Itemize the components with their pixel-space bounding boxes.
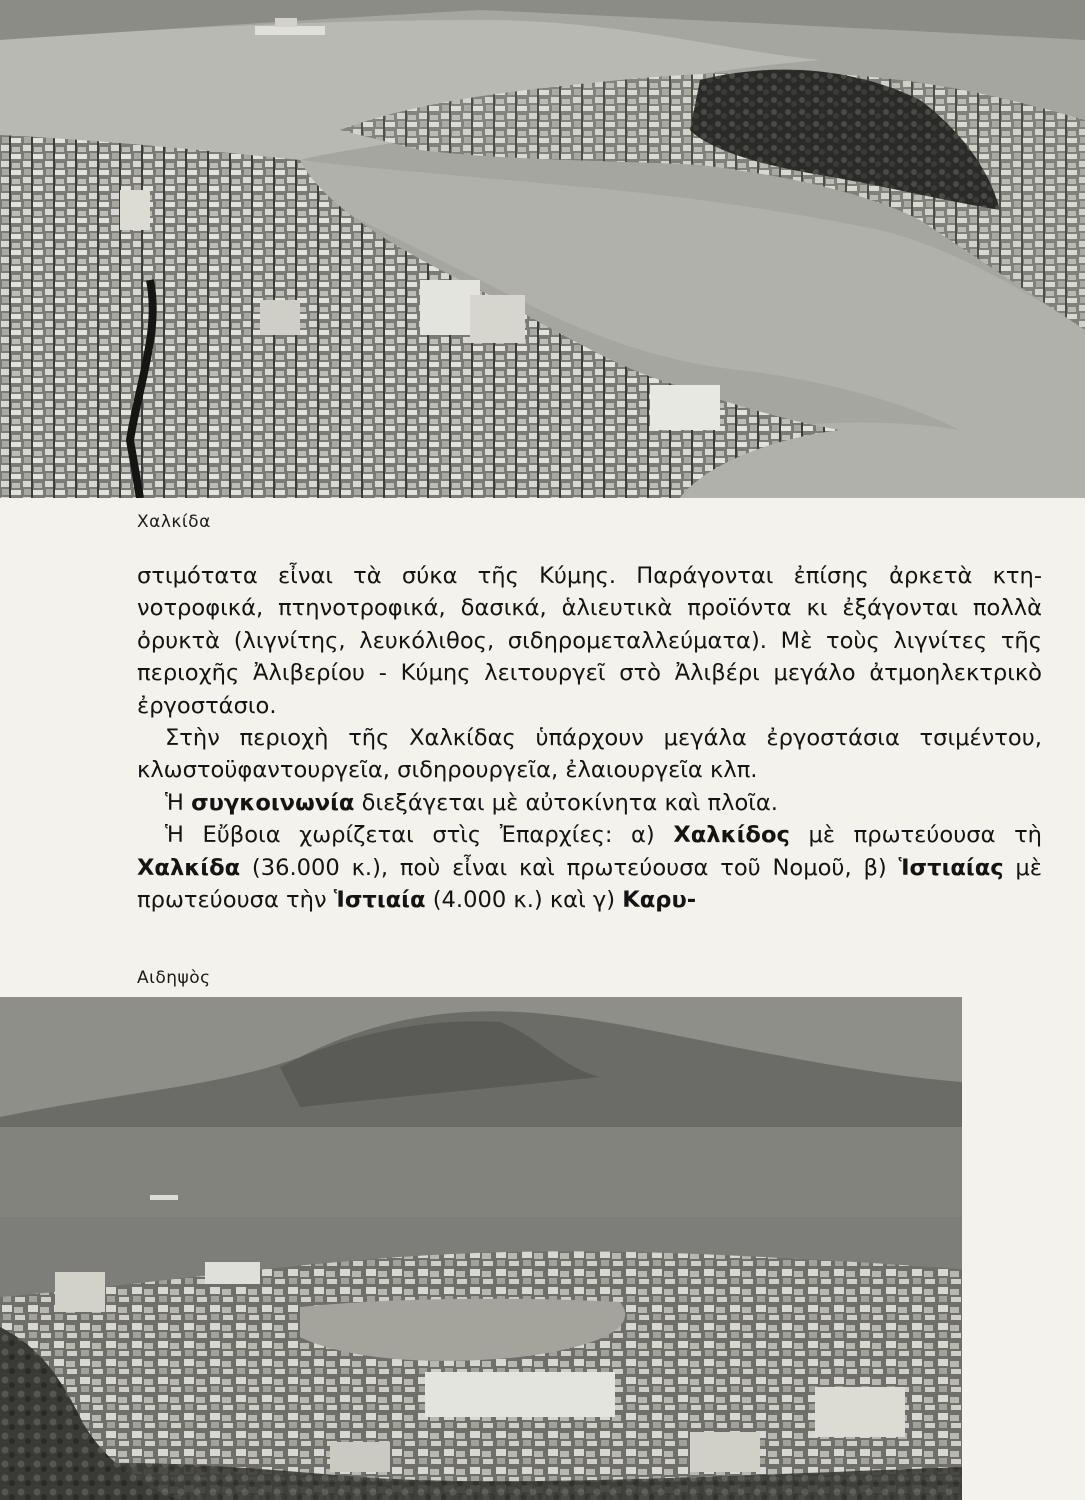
text-run: Ἡ Εὔβοια χωρίζεται στὶς Ἐπαρχίες: α): [165, 822, 674, 849]
bold-term: Καρυ-: [622, 887, 697, 914]
text-run: μὲ πρωτεύουσα τὴν: [137, 854, 1042, 914]
photo-caption-bottom: Αιδηψὸς: [137, 968, 211, 988]
paragraph: [137, 787, 1042, 819]
text-run: (36.000 κ.), ποὺ εἶναι καὶ πρωτεύουσα τοῦ Νομοῦ, β): [240, 854, 899, 881]
text-run: διεξάγεται μὲ αὐτοκίνητα καὶ πλοῖα.: [354, 789, 778, 816]
aerial-photo-bottom: [0, 997, 962, 1500]
paragraph: [137, 560, 1042, 722]
photo-caption-top: Χαλκίδα: [137, 512, 211, 532]
text-run: (4.000 κ.) καὶ γ): [425, 887, 623, 914]
aerial-photo-top: [0, 0, 1085, 498]
paragraph: [137, 819, 1042, 916]
body-text: [137, 560, 1042, 916]
bold-term: Ἱστιαίας: [898, 854, 1004, 881]
paragraph: [137, 722, 1042, 787]
bold-term: Ἱστιαία: [333, 887, 426, 914]
bold-term: συγκοινωνία: [191, 789, 355, 816]
text-run: στιμότατα εἶναι τὰ σύκα τῆς Κύμης. Παράγονται ἐπίσης ἀρκετὰ κτηνοτροφικά, πτηνοτροφικά, δασικά, ἁλιευτικὰ προϊόντα κι ἐξάγονται πολλὰ ὀρυκτὰ (λιγνίτης, λευκόλιθος, σιδηρομεταλλεύματα). Μὲ τοὺς λιγνίτες τῆς περιοχῆς Ἀλιβερίου - Κύμης λειτουργεῖ στὸ Ἀλιβέρι μεγάλο ἀτμοηλεκτρικὸ ἐργοστάσιο.: [137, 563, 1042, 719]
text-run: Ἡ: [165, 789, 192, 816]
text-run: Στὴν περιοχὴ τῆς Χαλκίδας ὑπάρχουν μεγάλα ἐργοστάσια τσιμέντου, κλωστοϋφαντουργεῖα, σιδηρουργεῖα, ἐλαιουργεῖα κλπ.: [137, 725, 1042, 784]
text-run: μὲ πρωτεύουσα τὴ: [789, 822, 1042, 849]
bold-term: Χαλκίδος: [673, 822, 790, 849]
bold-term: Χαλκίδα: [137, 854, 241, 881]
